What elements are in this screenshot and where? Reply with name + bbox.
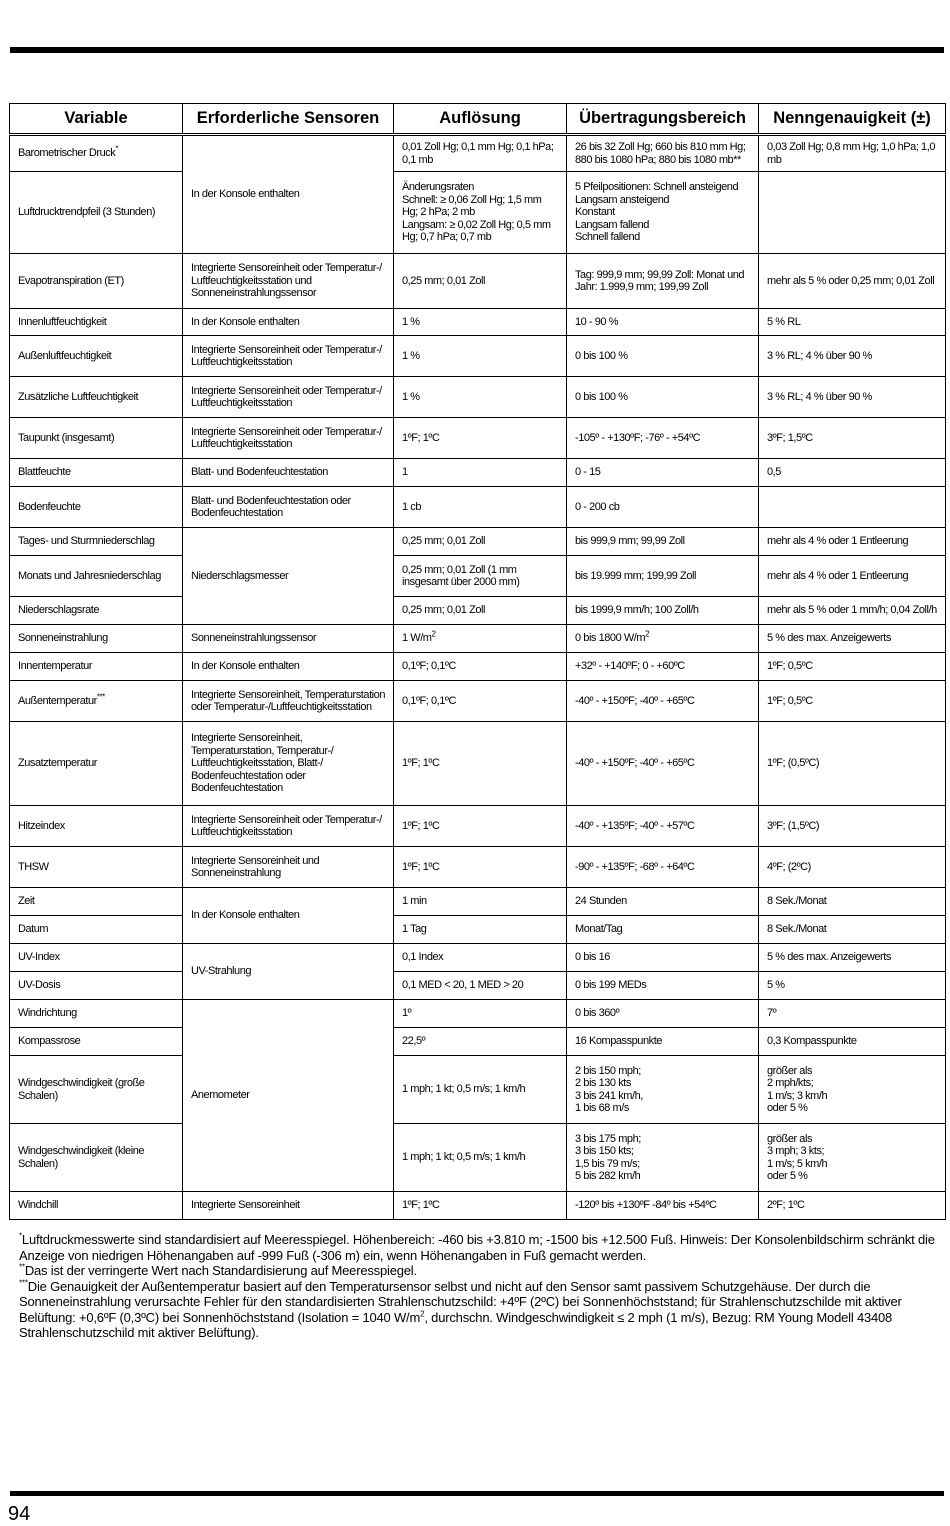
resolution-cell: 0,25 mm; 0,01 Zoll [394,254,567,309]
table-row [10,528,946,556]
variable-cell: Windgeschwindigkeit (große Schalen) [10,1056,183,1124]
bottom-rule [10,1491,944,1496]
variable-cell: Innenluftfeuchtigkeit [10,309,183,336]
resolution-cell: 1 cb [394,487,567,528]
accuracy-cell: mehr als 5 % oder 0,25 mm; 0,01 Zoll [759,254,946,309]
variable-cell: Außenluftfeuchtigkeit [10,336,183,377]
resolution-cell: 1 min [394,888,567,916]
range-cell: bis 19.999 mm; 199,99 Zoll [567,556,759,597]
range-cell: 0 bis 1800 $W/m^2$ [567,625,759,653]
accuracy-cell: 0,3 Kompasspunkte [759,1028,946,1056]
range-cell: bis 1999,9 mm/h; 100 Zoll/h [567,597,759,625]
range-cell: 2 bis 150 mph; 2 bis 130 kts 3 bis 241 km/h, 1 bis 68 m/s [567,1056,759,1124]
table-row [10,597,946,625]
column-header-resolution: Auflösung [394,104,567,135]
resolution-cell: 1 $W/m^2$ [394,625,567,653]
accuracy-cell [759,487,946,528]
range-cell: 26 bis 32 Zoll Hg; 660 bis 810 mm Hg; 880 bis 1080 hPa; 880 bis 1080 mb** [567,135,759,172]
range-cell: 0 - 200 cb [567,487,759,528]
accuracy-cell [759,172,946,254]
variable-cell: UV-Dosis [10,972,183,1000]
sensor-cell: Integrierte Sensoreinheit oder Temperatur-/ Luftfeuchtigkeitsstation [183,377,394,418]
sensor-cell: Blatt- und Bodenfeuchtestation [183,459,394,487]
resolution-cell: 1 % [394,377,567,418]
resolution-cell: 1 mph; 1 kt; 0,5 m/s; 1 km/h [394,1124,567,1192]
range-cell: -120º bis +130ºF -84º bis +54ºC [567,1192,759,1220]
range-cell: 16 Kompasspunkte [567,1028,759,1056]
variable-cell: Windrichtung [10,1000,183,1028]
table-row [10,681,946,722]
resolution-cell: 0,1 Index [394,944,567,972]
table-row [10,459,946,487]
range-cell: +32º - +140ºF; 0 - +60ºC [567,653,759,681]
sensor-cell: Anemometer [183,1000,394,1192]
accuracy-cell: 1ºF; (0,5ºC) [759,722,946,806]
variable-cell: Innentemperatur [10,653,183,681]
variable-cell: Bodenfeuchte [10,487,183,528]
range-cell: 10 - 90 % [567,309,759,336]
sensor-cell: In der Konsole enthalten [183,653,394,681]
table-row [10,1124,946,1192]
column-header-sensors: Erforderliche Sensoren [183,104,394,135]
variable-cell: Niederschlagsrate [10,597,183,625]
footnote-2: **Das ist der verringerte Wert nach Standardisierung auf Meeresspiegel. [19,1262,417,1278]
resolution-cell: 1ºF; 1ºC [394,418,567,459]
footnotes [19,1232,939,1341]
sensor-cell: Integrierte Sensoreinheit und Sonneneinstrahlung [183,847,394,888]
column-header-range: Übertragungsbereich [567,104,759,135]
resolution-cell: 0,25 mm; 0,01 Zoll (1 mm insgesamt über 2000 mm) [394,556,567,597]
table-row [10,916,946,944]
sensor-cell: Niederschlagsmesser [183,528,394,625]
accuracy-cell: 3ºF; 1,5ºC [759,418,946,459]
resolution-cell: 1ºF; 1ºC [394,722,567,806]
variable-cell: Taupunkt (insgesamt) [10,418,183,459]
resolution-cell: 0,25 mm; 0,01 Zoll [394,528,567,556]
range-cell: 3 bis 175 mph; 3 bis 150 kts; 1,5 bis 79 m/s; 5 bis 282 km/h [567,1124,759,1192]
sensor-cell: In der Konsole enthalten [183,309,394,336]
range-cell: 0 bis 199 MEDs [567,972,759,1000]
variable-cell: Hitzeindex [10,806,183,847]
table-row [10,1192,946,1220]
sensor-cell: Integrierte Sensoreinheit [183,1192,394,1220]
resolution-cell: 1ºF; 1ºC [394,847,567,888]
sensor-cell: Integrierte Sensoreinheit oder Temperatur-/ Luftfeuchtigkeitsstation [183,336,394,377]
variable-cell: Luftdrucktrendpfeil (3 Stunden) [10,172,183,254]
table-header-row [10,104,946,135]
resolution-cell: 1º [394,1000,567,1028]
table-row [10,944,946,972]
variable-cell: Datum [10,916,183,944]
accuracy-cell: größer als 2 mph/kts; 1 m/s; 3 km/h oder 5 % [759,1056,946,1124]
accuracy-cell: 7º [759,1000,946,1028]
variable-cell: UV-Index [10,944,183,972]
range-cell: Tag: 999,9 mm; 99,99 Zoll: Monat und Jahr: 1.999,9 mm; 199,99 Zoll [567,254,759,309]
variable-cell: Außentemperatur*** [10,681,183,722]
accuracy-cell: mehr als 5 % oder 1 mm/h; 0,04 Zoll/h [759,597,946,625]
column-header-variable: Variable [10,104,183,135]
range-cell: 0 bis 100 % [567,377,759,418]
resolution-cell: 1ºF; 1ºC [394,806,567,847]
accuracy-cell: 3ºF; (1,5ºC) [759,806,946,847]
table-row [10,888,946,916]
range-cell: -105º - +130ºF; -76º - +54ºC [567,418,759,459]
top-rule [10,47,944,53]
resolution-cell: 1 % [394,309,567,336]
range-cell: 0 bis 360º [567,1000,759,1028]
sensor-cell: Integrierte Sensoreinheit oder Temperatur-/ Luftfeuchtigkeitsstation [183,418,394,459]
sensor-cell: Integrierte Sensoreinheit oder Temperatur-/ Luftfeuchtigkeitsstation und Sonneneinstrahlungssensor [183,254,394,309]
footnote-3: ***Die Genauigkeit der Außentemperatur basiert auf den Temperatursensor selbst und nicht auf den Sensor samt passivem Schutzgehäuse. Der durch die Sonneneinstrahlung verursachte Fehler für den standardisierten Strahlenschutzschild: +4ºF (2ºC) bei Sonnenhöchststand; für Strahlenschutzschilde mit aktiver Belüftung: +0,6ºF (0,3ºC) bei Sonnenhöchststand (Isolation = 1040 $W/m^2$, durchschn. Windgeschwindigkeit ≤ 2 mph (1 m/s), Bezug: RM Young Modell 43408 Strahlenschutzschild mit aktiver Belüftung). [19,1278,902,1340]
footnote-1: *Luftdruckmesswerte sind standardisiert auf Meeresspiegel. Höhenbereich: -460 bis +3.810 m; -1500 bis +12.500 Fuß. Hinweis: Der Konsolenbildschirm schränkt die Anzeige von niedrigen Höhenangaben auf -999 Fuß (-306 m) ein, wenn Höhenangaben in Fuß gemacht werden. [19,1231,935,1263]
accuracy-cell: 8 Sek./Monat [759,888,946,916]
range-cell: 5 Pfeilpositionen: Schnell ansteigend Langsam ansteigend Konstant Langsam fallend Schnell fallend [567,172,759,254]
resolution-cell: 1 [394,459,567,487]
range-cell: 24 Stunden [567,888,759,916]
sensor-cell: Blatt- und Bodenfeuchtestation oder Bodenfeuchtestation [183,487,394,528]
accuracy-cell: 5 % RL [759,309,946,336]
table-row [10,556,946,597]
sensor-cell: Integrierte Sensoreinheit, Temperaturstation oder Temperatur-/Luftfeuchtigkeitsstation [183,681,394,722]
resolution-cell: 0,1ºF; 0,1ºC [394,653,567,681]
variable-cell: Zusätzliche Luftfeuchtigkeit [10,377,183,418]
variable-cell: Windgeschwindigkeit (kleine Schalen) [10,1124,183,1192]
accuracy-cell: 2ºF; 1ºC [759,1192,946,1220]
range-cell: -40º - +150ºF; -40º - +65ºC [567,722,759,806]
range-cell: bis 999,9 mm; 99,99 Zoll [567,528,759,556]
variable-cell: Monats und Jahresniederschlag [10,556,183,597]
accuracy-cell: 4ºF; (2ºC) [759,847,946,888]
variable-cell: Zeit [10,888,183,916]
table-row [10,847,946,888]
sensor-cell: In der Konsole enthalten [183,888,394,944]
sensor-cell: Integrierte Sensoreinheit, Temperaturstation, Temperatur-/ Luftfeuchtigkeitsstation, Blatt-/ Bodenfeuchtestation oder Bodenfeuchtestation [183,722,394,806]
table-row [10,377,946,418]
resolution-cell: 0,01 Zoll Hg; 0,1 mm Hg; 0,1 hPa; 0,1 mb [394,135,567,172]
table-row [10,254,946,309]
range-cell: Monat/Tag [567,916,759,944]
table-row [10,487,946,528]
range-cell: -40º - +150ºF; -40º - +65ºC [567,681,759,722]
table-row [10,806,946,847]
variable-cell: Evapotranspiration (ET) [10,254,183,309]
range-cell: 0 bis 100 % [567,336,759,377]
variable-cell: Blattfeuchte [10,459,183,487]
accuracy-cell: 3 % RL; 4 % über 90 % [759,336,946,377]
accuracy-cell: 5 % des max. Anzeigewerts [759,625,946,653]
variable-cell: Tages- und Sturmniederschlag [10,528,183,556]
sensor-cell: Integrierte Sensoreinheit oder Temperatur-/ Luftfeuchtigkeitsstation [183,806,394,847]
resolution-cell: 1 % [394,336,567,377]
table-row [10,625,946,653]
table-row [10,418,946,459]
table-row [10,653,946,681]
resolution-cell: 0,1ºF; 0,1ºC [394,681,567,722]
column-header-accuracy: Nenngenauigkeit (±) [759,104,946,135]
page-number: 94 [8,1503,31,1525]
variable-cell: Sonneneinstrahlung [10,625,183,653]
accuracy-cell: 3 % RL; 4 % über 90 % [759,377,946,418]
accuracy-cell: 8 Sek./Monat [759,916,946,944]
variable-cell: THSW [10,847,183,888]
resolution-cell: 22,5º [394,1028,567,1056]
range-cell: -90º - +135ºF; -68º - +64ºC [567,847,759,888]
sensor-cell: Sonneneinstrahlungssensor [183,625,394,653]
accuracy-cell: 0,03 Zoll Hg; 0,8 mm Hg; 1,0 hPa; 1,0 mb [759,135,946,172]
accuracy-cell: 0,5 [759,459,946,487]
accuracy-cell: 5 % [759,972,946,1000]
range-cell: 0 bis 16 [567,944,759,972]
sensor-cell: UV-Strahlung [183,944,394,1000]
table-row [10,172,946,254]
accuracy-cell: mehr als 4 % oder 1 Entleerung [759,528,946,556]
resolution-cell: 0,25 mm; 0,01 Zoll [394,597,567,625]
range-cell: -40º - +135ºF; -40º - +57ºC [567,806,759,847]
accuracy-cell: mehr als 4 % oder 1 Entleerung [759,556,946,597]
variable-cell: Kompassrose [10,1028,183,1056]
resolution-cell: Änderungsraten Schnell: ≥ 0,06 Zoll Hg; 1,5 mm Hg; 2 hPa; 2 mb Langsam: ≥ 0,02 Zoll Hg; 0,5 mm Hg; 0,7 hPa; 0,7 mb [394,172,567,254]
accuracy-cell: 5 % des max. Anzeigewerts [759,944,946,972]
resolution-cell: 1 Tag [394,916,567,944]
accuracy-cell: größer als 3 mph; 3 kts; 1 m/s; 5 km/h oder 5 % [759,1124,946,1192]
accuracy-cell: 1ºF; 0,5ºC [759,681,946,722]
resolution-cell: 1ºF; 1ºC [394,1192,567,1220]
variable-cell: Zusatztemperatur [10,722,183,806]
table-row [10,309,946,336]
specifications-table [9,103,946,1220]
table-row [10,972,946,1000]
table-row [10,1000,946,1028]
table-row [10,336,946,377]
resolution-cell: 0,1 MED < 20, 1 MED > 20 [394,972,567,1000]
table-row [10,1028,946,1056]
resolution-cell: 1 mph; 1 kt; 0,5 m/s; 1 km/h [394,1056,567,1124]
table-row [10,135,946,172]
variable-cell: Barometrischer Druck* [10,135,183,172]
variable-cell: Windchill [10,1192,183,1220]
table-row [10,722,946,806]
sensor-cell: In der Konsole enthalten [183,135,394,254]
table-row [10,1056,946,1124]
range-cell: 0 - 15 [567,459,759,487]
accuracy-cell: 1ºF; 0,5ºC [759,653,946,681]
